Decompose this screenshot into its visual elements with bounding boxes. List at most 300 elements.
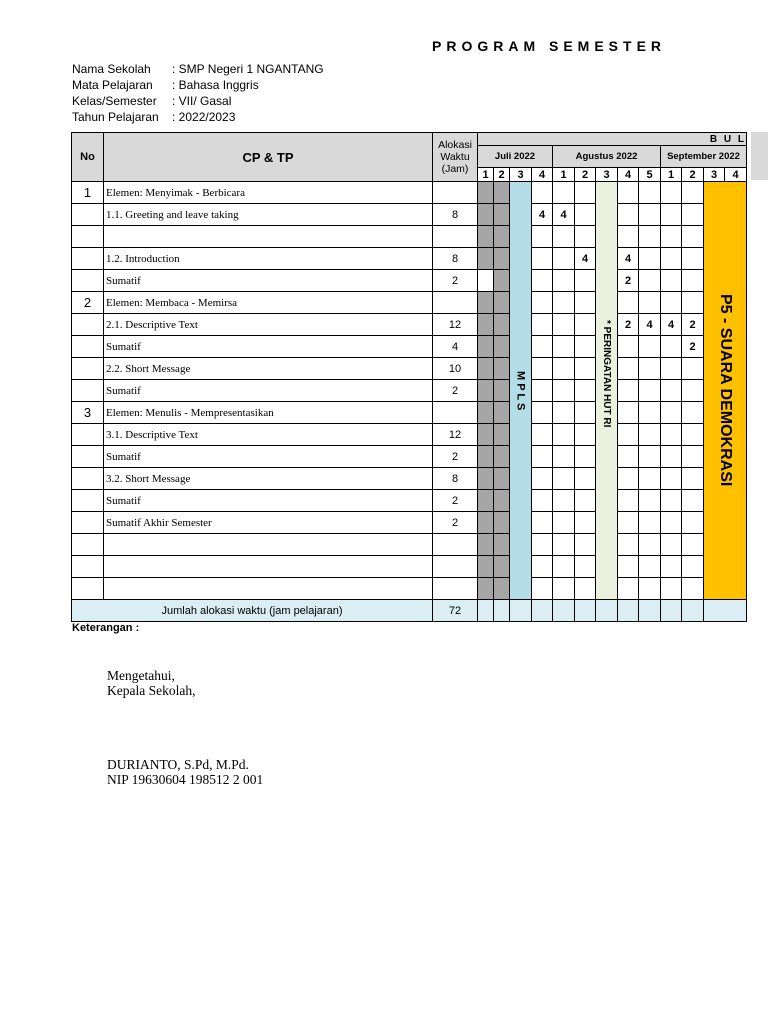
hut-ri-block: [596, 182, 618, 600]
week-cell: [682, 446, 704, 468]
header-bulan: B U L: [478, 133, 747, 146]
week-cell: 2: [682, 336, 704, 358]
week-cell: [661, 292, 682, 314]
p5-label: P5 - SUARA DEMOKRASI: [717, 294, 734, 487]
row-no: [72, 578, 104, 600]
week-cell: [661, 270, 682, 292]
week-cell: [478, 226, 494, 248]
week-cell: [682, 402, 704, 424]
week-cell: [661, 204, 682, 226]
week-cell: [478, 402, 494, 424]
row-jam: 8: [433, 204, 478, 226]
week-cell: [618, 512, 639, 534]
table-row: [72, 336, 747, 358]
mpls-block: [510, 182, 532, 600]
row-no: [72, 358, 104, 380]
week-number: 2: [494, 168, 510, 182]
row-jam: [433, 578, 478, 600]
info-row-subject: [72, 78, 259, 92]
week-cell: [478, 336, 494, 358]
table-row: [72, 270, 747, 292]
row-cp-tp: [104, 578, 433, 600]
row-jam: 2: [433, 446, 478, 468]
week-cell: [478, 380, 494, 402]
week-cell: [478, 204, 494, 226]
month-september: September 2022: [661, 146, 747, 168]
week-number: 1: [553, 168, 575, 182]
row-no: [72, 490, 104, 512]
week-cell: [532, 380, 553, 402]
week-cell: [618, 226, 639, 248]
row-no: [72, 424, 104, 446]
row-no: [72, 248, 104, 270]
week-cell: [532, 512, 553, 534]
week-cell: [478, 270, 494, 292]
row-no: [72, 380, 104, 402]
week-cell: [639, 446, 661, 468]
week-cell: [494, 534, 510, 556]
week-cell: [532, 336, 553, 358]
week-cell: [575, 402, 596, 424]
week-cell: [661, 248, 682, 270]
row-no: [72, 336, 104, 358]
footer-cell: [553, 600, 575, 622]
week-cell: [532, 490, 553, 512]
week-cell: [661, 556, 682, 578]
keterangan-label: Keterangan :: [72, 622, 140, 634]
footer-cell: [510, 600, 532, 622]
week-cell: [682, 490, 704, 512]
week-cell: [575, 314, 596, 336]
week-cell: [618, 578, 639, 600]
week-cell: [575, 292, 596, 314]
week-cell: [553, 182, 575, 204]
week-cell: [494, 336, 510, 358]
week-cell: [553, 358, 575, 380]
week-number: 4: [618, 168, 639, 182]
row-jam: 4: [433, 336, 478, 358]
week-cell: [478, 248, 494, 270]
week-number: 2: [682, 168, 704, 182]
week-cell: [494, 292, 510, 314]
week-cell: [575, 424, 596, 446]
info-row-year: [72, 110, 235, 124]
week-cell: [553, 424, 575, 446]
row-cp-tp: 2.2. Short Message: [104, 358, 433, 380]
row-cp-tp: [104, 226, 433, 248]
row-jam: [433, 292, 478, 314]
info-value: : VII/ Gasal: [172, 94, 232, 108]
week-cell: [661, 512, 682, 534]
week-cell: [618, 534, 639, 556]
week-cell: [639, 336, 661, 358]
page-title: PROGRAM SEMESTER: [432, 38, 667, 54]
week-cell: [553, 336, 575, 358]
week-cell: [478, 534, 494, 556]
info-value: : 2022/2023: [172, 110, 236, 124]
row-cp-tp: Sumatif: [104, 380, 433, 402]
week-cell: [639, 512, 661, 534]
week-cell: [532, 358, 553, 380]
table-row: [72, 490, 747, 512]
table-row: [72, 556, 747, 578]
mpls-label: M P L S: [514, 370, 527, 411]
week-cell: [682, 380, 704, 402]
signature-line2: Kepala Sekolah,: [107, 683, 196, 698]
table-row: [72, 226, 747, 248]
week-cell: [575, 358, 596, 380]
week-cell: [532, 556, 553, 578]
p5-block: [704, 182, 747, 600]
week-cell: [639, 578, 661, 600]
week-cell: [553, 446, 575, 468]
week-cell: [575, 534, 596, 556]
row-cp-tp: [104, 556, 433, 578]
table-row: [72, 534, 747, 556]
row-jam: 12: [433, 314, 478, 336]
row-no: 1: [72, 182, 104, 204]
week-cell: [553, 292, 575, 314]
week-cell: [494, 182, 510, 204]
week-cell: [618, 380, 639, 402]
week-cell: [682, 204, 704, 226]
week-cell: [682, 512, 704, 534]
week-cell: [553, 490, 575, 512]
week-cell: [639, 402, 661, 424]
week-cell: [682, 182, 704, 204]
row-no: [72, 512, 104, 534]
table-row: [72, 204, 747, 226]
week-cell: [639, 182, 661, 204]
row-cp-tp: Elemen: Menyimak - Berbicara: [104, 182, 433, 204]
week-number: 5: [639, 168, 661, 182]
week-cell: 4: [639, 314, 661, 336]
week-cell: [618, 182, 639, 204]
week-cell: [682, 248, 704, 270]
week-cell: [639, 534, 661, 556]
week-cell: [682, 226, 704, 248]
week-cell: [639, 358, 661, 380]
week-cell: [532, 402, 553, 424]
week-cell: [494, 446, 510, 468]
week-cell: [553, 402, 575, 424]
row-cp-tp: Sumatif: [104, 490, 433, 512]
week-cell: 4: [532, 204, 553, 226]
week-cell: [618, 490, 639, 512]
table-row: [72, 578, 747, 600]
info-key: Mata Pelajaran: [72, 78, 153, 92]
week-cell: [532, 468, 553, 490]
week-cell: [478, 490, 494, 512]
week-cell: [618, 556, 639, 578]
week-cell: [618, 468, 639, 490]
footer-label: Jumlah alokasi waktu (jam pelajaran): [72, 600, 433, 622]
week-cell: 2: [618, 270, 639, 292]
week-cell: [494, 424, 510, 446]
week-cell: [575, 270, 596, 292]
week-cell: [478, 314, 494, 336]
week-cell: [575, 490, 596, 512]
week-cell: [639, 556, 661, 578]
row-jam: 2: [433, 270, 478, 292]
week-cell: 4: [661, 314, 682, 336]
row-no: [72, 556, 104, 578]
row-cp-tp: 1.1. Greeting and leave taking: [104, 204, 433, 226]
week-cell: [553, 380, 575, 402]
week-cell: [618, 402, 639, 424]
week-cell: [494, 204, 510, 226]
signature-line1: Mengetahui,: [107, 668, 175, 683]
week-cell: [682, 556, 704, 578]
week-cell: [494, 358, 510, 380]
week-cell: [494, 248, 510, 270]
week-cell: [494, 270, 510, 292]
week-cell: [478, 468, 494, 490]
week-cell: [661, 424, 682, 446]
header-alokasi: Alokasi Waktu (Jam): [433, 133, 478, 182]
footer-cell: [596, 600, 618, 622]
footer-cell: [478, 600, 494, 622]
row-cp-tp: 1.2. Introduction: [104, 248, 433, 270]
week-cell: [553, 226, 575, 248]
week-cell: [553, 248, 575, 270]
week-number: 1: [661, 168, 682, 182]
week-number: 3: [596, 168, 618, 182]
footer-cell: [639, 600, 661, 622]
week-cell: [553, 578, 575, 600]
footer-cell: [532, 600, 553, 622]
week-cell: [478, 292, 494, 314]
week-cell: [618, 446, 639, 468]
week-cell: [575, 336, 596, 358]
week-number: 4: [532, 168, 553, 182]
table-row: [72, 468, 747, 490]
week-cell: [661, 226, 682, 248]
row-cp-tp: 3.2. Short Message: [104, 468, 433, 490]
footer-cell: [575, 600, 596, 622]
footer-cell: [494, 600, 510, 622]
week-cell: [618, 292, 639, 314]
week-cell: [575, 182, 596, 204]
week-cell: [682, 292, 704, 314]
week-cell: [478, 446, 494, 468]
week-cell: [494, 578, 510, 600]
week-cell: [478, 358, 494, 380]
table-row: [72, 292, 747, 314]
week-cell: [639, 292, 661, 314]
row-jam: 8: [433, 468, 478, 490]
week-cell: [639, 248, 661, 270]
week-cell: [494, 314, 510, 336]
week-cell: [618, 424, 639, 446]
info-key: Nama Sekolah: [72, 62, 151, 76]
footer-cell: [661, 600, 682, 622]
table-row: [72, 380, 747, 402]
week-cell: [682, 534, 704, 556]
row-no: [72, 314, 104, 336]
week-cell: 4: [618, 248, 639, 270]
week-cell: [553, 468, 575, 490]
signature-nip: NIP 19630604 198512 2 001: [107, 772, 264, 787]
row-cp-tp: [104, 534, 433, 556]
week-cell: [532, 534, 553, 556]
week-cell: [478, 556, 494, 578]
row-no: [72, 468, 104, 490]
week-cell: [553, 314, 575, 336]
week-cell: [639, 468, 661, 490]
week-cell: [682, 468, 704, 490]
row-jam: 2: [433, 380, 478, 402]
week-cell: [532, 248, 553, 270]
week-cell: [639, 226, 661, 248]
week-number: 3: [704, 168, 725, 182]
week-cell: [494, 380, 510, 402]
row-cp-tp: Sumatif Akhir Semester: [104, 512, 433, 534]
week-number: 3: [510, 168, 532, 182]
row-jam: 8: [433, 248, 478, 270]
row-cp-tp: Elemen: Membaca - Memirsa: [104, 292, 433, 314]
hut-ri-label: * PERINGATAN HUT RI: [601, 320, 612, 428]
row-jam: 12: [433, 424, 478, 446]
week-cell: 2: [618, 314, 639, 336]
week-cell: [661, 468, 682, 490]
month-agustus: Agustus 2022: [553, 146, 661, 168]
row-jam: [433, 226, 478, 248]
month-juli: Juli 2022: [478, 146, 553, 168]
week-cell: [682, 270, 704, 292]
week-cell: [494, 556, 510, 578]
row-no: [72, 446, 104, 468]
table-row: [72, 446, 747, 468]
week-cell: [478, 578, 494, 600]
week-cell: [575, 512, 596, 534]
week-cell: [575, 556, 596, 578]
week-cell: [661, 358, 682, 380]
week-cell: [532, 578, 553, 600]
week-cell: [553, 556, 575, 578]
week-cell: [478, 424, 494, 446]
week-cell: [494, 468, 510, 490]
week-cell: [575, 226, 596, 248]
table-row: [72, 402, 747, 424]
info-value: : Bahasa Inggris: [172, 78, 259, 92]
week-number: 4: [725, 168, 747, 182]
info-row-class: [72, 94, 231, 108]
table-row: [72, 248, 747, 270]
row-cp-tp: Sumatif: [104, 446, 433, 468]
table-row: [72, 314, 747, 336]
week-cell: 4: [575, 248, 596, 270]
week-cell: [661, 578, 682, 600]
info-row-school: [72, 62, 324, 76]
week-cell: [575, 446, 596, 468]
program-semester-table: [71, 132, 747, 622]
header-no: No: [72, 133, 104, 182]
week-number: 1: [478, 168, 494, 182]
table-row: [72, 182, 747, 204]
footer-total: 72: [433, 600, 478, 622]
week-cell: [575, 204, 596, 226]
row-no: [72, 534, 104, 556]
row-jam: [433, 556, 478, 578]
week-cell: [639, 204, 661, 226]
info-value: : SMP Negeri 1 NGANTANG: [172, 62, 324, 76]
table-row: [72, 512, 747, 534]
row-jam: [433, 402, 478, 424]
row-jam: 2: [433, 490, 478, 512]
row-cp-tp: Sumatif: [104, 336, 433, 358]
week-cell: [618, 358, 639, 380]
week-cell: [553, 512, 575, 534]
week-cell: [661, 336, 682, 358]
week-cell: [661, 534, 682, 556]
week-cell: [661, 182, 682, 204]
row-no: [72, 204, 104, 226]
row-jam: [433, 534, 478, 556]
week-cell: [682, 358, 704, 380]
row-jam: 10: [433, 358, 478, 380]
week-cell: [682, 424, 704, 446]
week-cell: [639, 380, 661, 402]
week-cell: [478, 512, 494, 534]
row-cp-tp: Sumatif: [104, 270, 433, 292]
week-cell: [553, 534, 575, 556]
week-cell: [575, 380, 596, 402]
footer-cell: [704, 600, 747, 622]
table-row: [72, 358, 747, 380]
week-cell: [661, 380, 682, 402]
week-cell: [618, 204, 639, 226]
row-no: 2: [72, 292, 104, 314]
week-cell: [532, 226, 553, 248]
footer-cell: [682, 600, 704, 622]
week-cell: [639, 424, 661, 446]
info-key: Tahun Pelajaran: [72, 110, 159, 124]
week-cell: [682, 578, 704, 600]
week-cell: [532, 424, 553, 446]
info-key: Kelas/Semester: [72, 94, 157, 108]
week-cell: [494, 512, 510, 534]
row-no: 3: [72, 402, 104, 424]
header-cp-tp: CP & TP: [104, 133, 433, 182]
week-cell: [532, 446, 553, 468]
week-cell: [575, 578, 596, 600]
week-cell: [661, 402, 682, 424]
week-cell: 2: [682, 314, 704, 336]
week-cell: [553, 270, 575, 292]
row-no: [72, 226, 104, 248]
week-cell: [661, 446, 682, 468]
footer-cell: [618, 600, 639, 622]
row-cp-tp: 3.1. Descriptive Text: [104, 424, 433, 446]
table-row: [72, 424, 747, 446]
week-cell: [575, 468, 596, 490]
week-cell: [639, 270, 661, 292]
row-no: [72, 270, 104, 292]
week-cell: [661, 490, 682, 512]
row-cp-tp: Elemen: Menulis - Mempresentasikan: [104, 402, 433, 424]
row-cp-tp: 2.1. Descriptive Text: [104, 314, 433, 336]
row-jam: [433, 182, 478, 204]
week-cell: [639, 490, 661, 512]
signature-name: DURIANTO, S.Pd, M.Pd.: [107, 757, 249, 772]
week-cell: [532, 314, 553, 336]
row-jam: 2: [433, 512, 478, 534]
week-cell: [494, 226, 510, 248]
side-tab: [751, 132, 768, 180]
week-cell: [618, 336, 639, 358]
week-cell: [494, 402, 510, 424]
